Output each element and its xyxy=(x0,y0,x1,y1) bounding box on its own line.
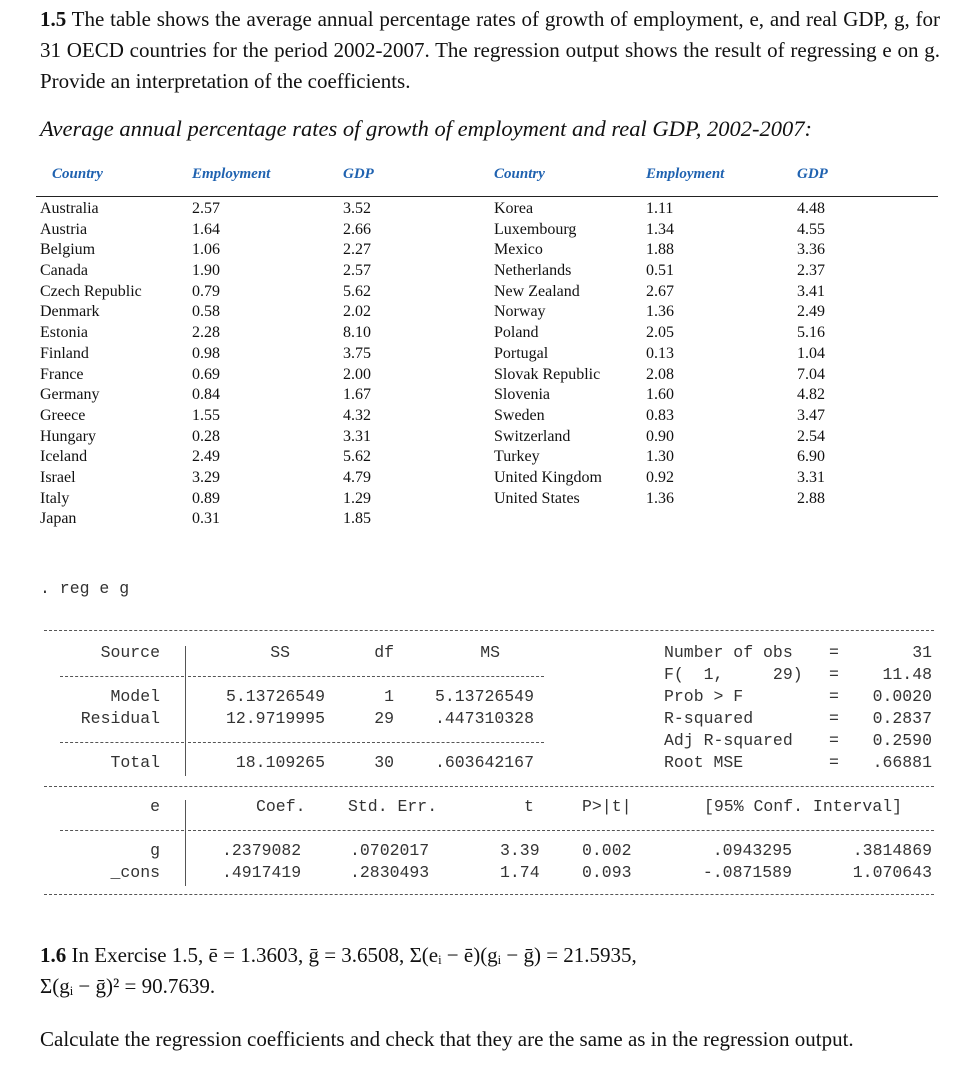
left-gdp-column xyxy=(343,199,371,530)
coef-hi-g: .3814869 xyxy=(852,841,932,860)
coef-header-coef: Coef. xyxy=(256,797,306,816)
table-cell: 0.13 xyxy=(646,344,674,362)
table-cell: Luxembourg xyxy=(494,220,577,238)
coef-se-cons: .2830493 xyxy=(350,863,430,882)
sum-squares: Σ(gᵢ − ḡ)² = 90.7639. xyxy=(40,974,216,998)
table-cell: 1.64 xyxy=(192,220,220,238)
table-cell: 1.11 xyxy=(646,200,674,217)
table-cell: 4.82 xyxy=(797,386,825,404)
left-country-column xyxy=(40,199,142,530)
table-cell: 0.89 xyxy=(192,489,220,507)
table-cell: United Kingdom xyxy=(494,468,602,486)
table-cell: 5.16 xyxy=(797,324,825,342)
table-cell: 1.06 xyxy=(192,241,220,259)
table-cell: 1.29 xyxy=(343,489,371,507)
table-cell: 0.79 xyxy=(192,282,220,300)
table-cell: Greece xyxy=(40,406,86,424)
question-1-6 xyxy=(40,940,940,1002)
anova-header-ss: SS xyxy=(270,643,290,662)
coef-header-ci: [95% Conf. Interval] xyxy=(704,797,903,816)
table-cell: Korea xyxy=(494,200,534,217)
table-cell: 2.05 xyxy=(646,324,674,342)
table-cell: 1.36 xyxy=(646,489,674,507)
question-intro: In Exercise 1.5, xyxy=(66,943,209,967)
fit-value: 31 xyxy=(912,643,932,662)
fit-eq: = xyxy=(829,643,839,662)
fit-label: F( 1, 29) xyxy=(664,665,803,684)
table-cell: France xyxy=(40,365,84,383)
table-cell: 2.00 xyxy=(343,365,371,383)
fit-eq: = xyxy=(829,709,839,728)
table-cell: 2.49 xyxy=(192,448,220,466)
table-cell: Australia xyxy=(40,200,99,217)
anova-separator xyxy=(185,646,186,776)
coef-header-t: t xyxy=(524,797,534,816)
anova-source-model: Model xyxy=(110,687,160,706)
question-1-5 xyxy=(40,4,940,97)
table-cell: 1.90 xyxy=(192,262,220,280)
table-cell: 4.55 xyxy=(797,220,825,238)
anova-source-residual: Residual xyxy=(80,709,160,728)
calculation-instruction: Calculate the regression coefficients and check that they are the same as in the regression output. xyxy=(40,1027,854,1051)
fit-eq: = xyxy=(829,687,839,706)
table-cell: Iceland xyxy=(40,448,88,466)
table-cell: 2.57 xyxy=(343,262,371,280)
table-cell: 2.57 xyxy=(192,200,220,217)
anova-header-ms: MS xyxy=(480,643,500,662)
coef-var-cons: _cons xyxy=(110,863,160,882)
right-employment-column xyxy=(646,199,674,509)
table-cell: 3.41 xyxy=(797,282,825,300)
table-cell: 1.85 xyxy=(343,510,371,528)
coef-t-cons: 1.74 xyxy=(500,863,540,882)
table-cell: 8.10 xyxy=(343,324,371,342)
table-cell: Israel xyxy=(40,468,76,486)
fit-label: Prob > F xyxy=(664,687,744,706)
table-cell: Poland xyxy=(494,324,539,342)
fit-label: Number of obs xyxy=(664,643,793,662)
table-cell: Sweden xyxy=(494,406,545,424)
coef-lo-g: .0943295 xyxy=(712,841,792,860)
table-cell: Turkey xyxy=(494,448,540,466)
table-cell: 2.88 xyxy=(797,489,825,507)
table-cell: 3.75 xyxy=(343,344,371,362)
anova-ms-total: .603642167 xyxy=(434,753,534,772)
table-cell: 0.98 xyxy=(192,344,220,362)
coef-rule xyxy=(188,830,934,831)
fit-value: 0.2590 xyxy=(872,731,932,750)
anova-ss-model: 5.13726549 xyxy=(225,687,325,706)
stata-command: . reg e g xyxy=(40,579,130,598)
table-cell: 2.08 xyxy=(646,365,674,383)
coef-header-p: P>|t| xyxy=(582,797,632,816)
table-cell: 1.30 xyxy=(646,448,674,466)
question-number: 1.6 xyxy=(40,943,67,967)
anova-rule xyxy=(188,742,544,743)
coef-p-g: 0.002 xyxy=(582,841,632,860)
anova-header-df: df xyxy=(374,643,394,662)
table-cell: Czech Republic xyxy=(40,282,142,300)
header-country-right: Country xyxy=(494,166,545,182)
output-divider xyxy=(44,630,934,631)
anova-header-source: Source xyxy=(100,643,160,662)
coef-t-g: 3.39 xyxy=(500,841,540,860)
table-cell: Estonia xyxy=(40,324,88,342)
header-gdp-right: GDP xyxy=(797,166,828,182)
anova-df-model: 1 xyxy=(384,687,394,706)
table-cell: Finland xyxy=(40,344,89,362)
table-cell: 2.28 xyxy=(192,324,220,342)
table-cell: Switzerland xyxy=(494,427,571,445)
sum-cross-products: Σ(eᵢ − ē)(gᵢ − ḡ) = 21.5935, xyxy=(409,943,637,967)
fit-label: R-squared xyxy=(664,709,754,728)
table-cell: 3.52 xyxy=(343,200,371,217)
table-cell: Portugal xyxy=(494,344,549,362)
anova-ms-residual: .447310328 xyxy=(434,709,534,728)
coef-lo-cons: -.0871589 xyxy=(702,863,792,882)
table-cell: Slovak Republic xyxy=(494,365,601,383)
coef-header-var: e xyxy=(150,797,160,816)
table-cell: 1.67 xyxy=(343,386,371,404)
header-employment-right: Employment xyxy=(646,166,725,182)
coef-separator xyxy=(185,800,186,886)
right-country-column xyxy=(494,199,602,509)
mean-g: ḡ = 3.6508, xyxy=(308,943,410,967)
table-cell: 5.62 xyxy=(343,282,371,300)
table-cell: Japan xyxy=(40,510,77,528)
table-cell: Mexico xyxy=(494,241,543,259)
fit-label: Root MSE xyxy=(664,753,744,772)
table-cell: Italy xyxy=(40,489,70,507)
table-cell: Canada xyxy=(40,262,88,280)
table-cell: Austria xyxy=(40,220,88,238)
table-cell: Germany xyxy=(40,386,100,404)
table-cell: 0.90 xyxy=(646,427,674,445)
table-cell: 6.90 xyxy=(797,448,825,466)
table-cell: 4.48 xyxy=(797,200,825,217)
fit-value: 11.48 xyxy=(882,665,932,684)
mean-e: ē = 1.3603, xyxy=(208,943,309,967)
table-cell: 1.88 xyxy=(646,241,674,259)
output-divider xyxy=(44,894,934,895)
anova-ms-model: 5.13726549 xyxy=(434,687,534,706)
anova-rule xyxy=(60,742,184,743)
table-cell: 0.83 xyxy=(646,406,674,424)
table-cell: 2.54 xyxy=(797,427,825,445)
table-cell: 2.67 xyxy=(646,282,674,300)
anova-ss-total: 18.109265 xyxy=(235,753,325,772)
fit-value: 0.0020 xyxy=(872,687,932,706)
table-title: Average annual percentage rates of growth of employment and real GDP, 2002-2007: xyxy=(40,116,812,141)
table-cell: 0.28 xyxy=(192,427,220,445)
table-cell: 0.84 xyxy=(192,386,220,404)
table-cell: 0.51 xyxy=(646,262,674,280)
fit-eq: = xyxy=(829,665,839,684)
fit-value: 0.2837 xyxy=(872,709,932,728)
fit-label: Adj R-squared xyxy=(664,731,793,750)
header-employment-left: Employment xyxy=(192,166,271,182)
fit-eq: = xyxy=(829,731,839,750)
table-cell: 3.31 xyxy=(797,468,825,486)
coef-rule xyxy=(60,830,184,831)
left-employment-column xyxy=(192,199,220,530)
table-cell: 4.32 xyxy=(343,406,371,424)
table-cell: 1.36 xyxy=(646,303,674,321)
table-cell: Netherlands xyxy=(494,262,572,280)
header-gdp-left: GDP xyxy=(343,166,374,182)
table-cell: United States xyxy=(494,489,580,507)
fit-value: .66881 xyxy=(872,753,932,772)
table-cell: 2.02 xyxy=(343,303,371,321)
coef-p-cons: 0.093 xyxy=(582,863,632,882)
table-cell: 0.31 xyxy=(192,510,220,528)
table-cell: 3.36 xyxy=(797,241,825,259)
table-cell: 2.37 xyxy=(797,262,825,280)
table-cell: Hungary xyxy=(40,427,96,445)
table-cell: Norway xyxy=(494,303,546,321)
table-cell: 1.60 xyxy=(646,386,674,404)
table-cell: 3.29 xyxy=(192,468,220,486)
table-cell: 4.79 xyxy=(343,468,371,486)
table-cell: 0.58 xyxy=(192,303,220,321)
output-divider xyxy=(44,786,934,787)
table-cell: 2.49 xyxy=(797,303,825,321)
coef-value-cons: .4917419 xyxy=(222,863,302,882)
anova-rule xyxy=(60,676,184,677)
table-cell: 7.04 xyxy=(797,365,825,383)
table-cell: 1.55 xyxy=(192,406,220,424)
coef-se-g: .0702017 xyxy=(350,841,430,860)
table-cell: 2.66 xyxy=(343,220,371,238)
table-header-rule xyxy=(36,196,938,197)
table-cell: 3.31 xyxy=(343,427,371,445)
anova-df-residual: 29 xyxy=(374,709,394,728)
table-cell: 0.69 xyxy=(192,365,220,383)
table-cell: 1.34 xyxy=(646,220,674,238)
table-cell: Belgium xyxy=(40,241,96,259)
table-cell: 2.27 xyxy=(343,241,371,259)
table-cell: 1.04 xyxy=(797,344,825,362)
coef-value-g: .2379082 xyxy=(222,841,302,860)
table-cell: Denmark xyxy=(40,303,100,321)
coef-header-se: Std. Err. xyxy=(348,797,438,816)
table-cell: 5.62 xyxy=(343,448,371,466)
table-cell: New Zealand xyxy=(494,282,580,300)
coef-hi-cons: 1.070643 xyxy=(852,863,932,882)
anova-ss-residual: 12.9719995 xyxy=(225,709,325,728)
anova-df-total: 30 xyxy=(374,753,394,772)
right-gdp-column xyxy=(797,199,825,509)
anova-source-total: Total xyxy=(110,753,160,772)
fit-eq: = xyxy=(829,753,839,772)
table-cell: Slovenia xyxy=(494,386,550,404)
coef-var-g: g xyxy=(150,841,160,860)
anova-rule xyxy=(188,676,544,677)
table-cell: 3.47 xyxy=(797,406,825,424)
header-country-left: Country xyxy=(52,166,103,182)
question-text: The table shows the average annual percentage rates of growth of employment, e, and real GDP, g, for 31 OECD countries for the period 2002-2007. The regression output shows the result of regressing e on g. Provide an interpretation of the coefficients. xyxy=(40,7,940,93)
table-cell: 0.92 xyxy=(646,468,674,486)
question-number: 1.5 xyxy=(40,7,67,31)
